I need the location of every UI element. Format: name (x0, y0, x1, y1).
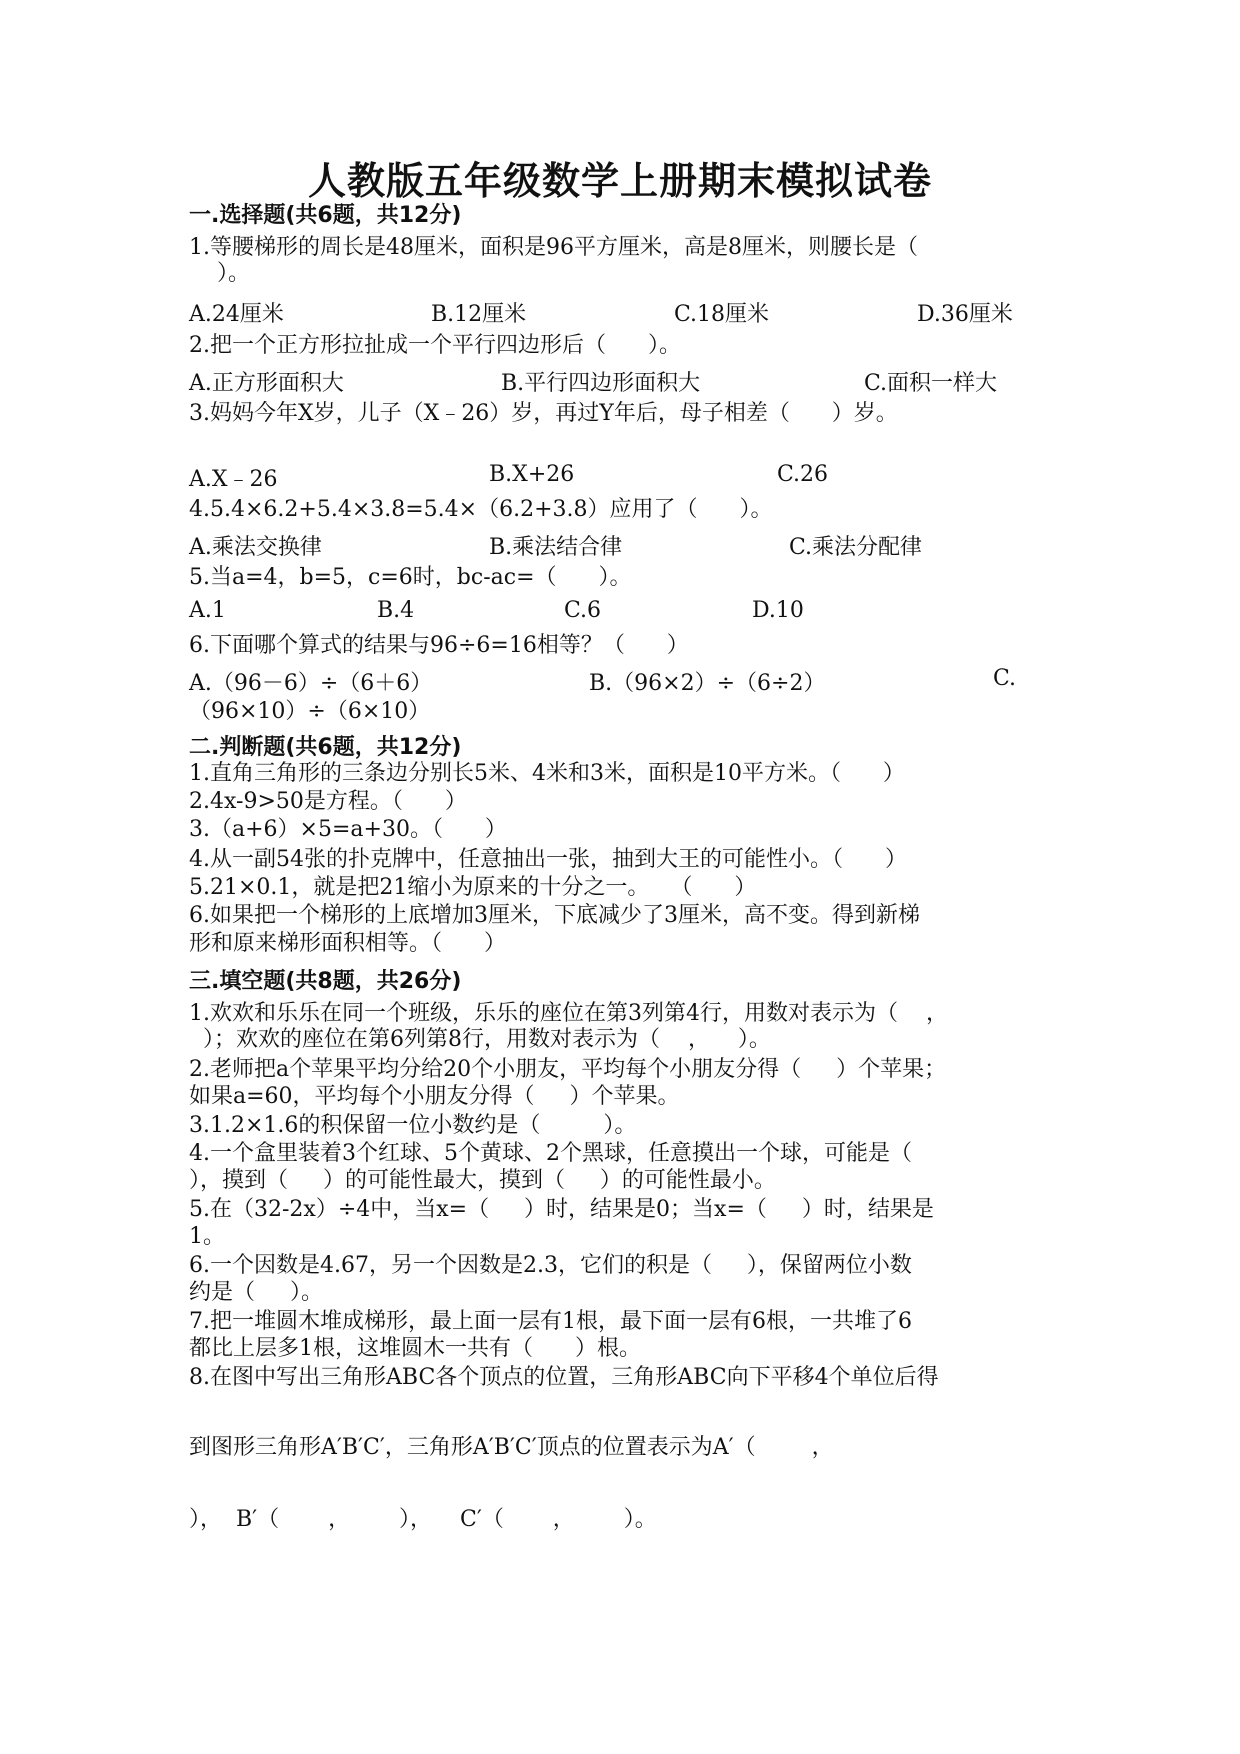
question-text: 1。 (189, 1224, 225, 1249)
option-a: A.正方形面积大 (189, 371, 344, 396)
section-heading-judge: 二.判断题(共6题，共12分) (189, 735, 462, 760)
section-heading-fill: 三.填空题(共8题，共26分) (189, 969, 462, 994)
question-text: 到图形三角形A′B′C′，三角形A′B′C′顶点的位置表示为A′（ ， (189, 1435, 834, 1460)
question-text: 8.在图中写出三角形ABC各个顶点的位置，三角形ABC向下平移4个单位后得 (189, 1365, 939, 1390)
question-text: 3.（a+6）×5=a+30。（ ） (189, 817, 507, 842)
question-text: 3.1.2×1.6的积保留一位小数约是（ ）。 (189, 1113, 637, 1138)
option-b: B.X+26 (489, 462, 575, 487)
question-text: ）；欢欢的座位在第6列第8行，用数对表示为（ ， ）。 (189, 1027, 771, 1052)
option-a: A.（96－6）÷（6＋6） (189, 671, 433, 696)
option-c: C.18厘米 (674, 302, 770, 327)
question-text: 4.从一副54张的扑克牌中，任意抽出一张，抽到大王的可能性小。（ ） (189, 847, 907, 872)
page-title: 人教版五年级数学上册期末模拟试卷 (307, 159, 932, 203)
question-text: 4.5.4×6.2+5.4×3.8=5.4×（6.2+3.8）应用了（ ）。 (189, 497, 773, 522)
option-c: C. (993, 666, 1017, 691)
option-c: C.乘法分配律 (789, 535, 923, 560)
question-text: 1.欢欢和乐乐在同一个班级，乐乐的座位在第3列第4行，用数对表示为（ ， (189, 1001, 948, 1026)
question-text: 6.下面哪个算式的结果与96÷6=16相等？（ ） (189, 633, 689, 658)
question-text: 6.一个因数是4.67，另一个因数是2.3，它们的积是（ ），保留两位小数 (189, 1253, 912, 1278)
option-c: C.面积一样大 (864, 371, 998, 396)
question-text: 3.妈妈今年X岁，儿子（X﹣26）岁，再过Y年后，母子相差（ ）岁。 (189, 401, 898, 426)
option-c: C.6 (564, 598, 602, 623)
question-text: 1.直角三角形的三条边分别长5米、4米和3米，面积是10平方米。（ ） (189, 761, 905, 786)
question-text: ）， B′（ ， ）， C′（ ， ）。 (189, 1507, 657, 1532)
question-text: ）。 (189, 261, 250, 286)
question-text: 7.把一堆圆木堆成梯形，最上面一层有1根，最下面一层有6根，一共堆了6 (189, 1309, 912, 1334)
option-d: D.36厘米 (917, 302, 1013, 327)
question-text: 1.等腰梯形的周长是48厘米，面积是96平方厘米，高是8厘米，则腰长是（ (189, 235, 918, 260)
question-text: 形和原来梯形面积相等。（ ） (189, 931, 506, 956)
question-text: 5.21×0.1，就是把21缩小为原来的十分之一。 （ ） (189, 875, 757, 900)
option-d: D.10 (752, 598, 804, 623)
question-text: 2.4x-9>50是方程。（ ） (189, 789, 467, 814)
option-a: A.1 (189, 598, 226, 623)
option-b: B.4 (377, 598, 415, 623)
option-a: A.24厘米 (189, 302, 284, 327)
question-text: 5.在（32-2x）÷4中，当x=（ ）时，结果是0；当x=（ ）时，结果是 (189, 1197, 934, 1222)
option-c-expression: （96×10）÷（6×10） (189, 699, 431, 724)
option-b: B.12厘米 (431, 302, 527, 327)
option-c: C.26 (777, 462, 829, 487)
question-text: 2.老师把a个苹果平均分给20个小朋友，平均每个小朋友分得（ ）个苹果； (189, 1057, 947, 1082)
option-b: B.乘法结合律 (489, 535, 623, 560)
option-a: A.X﹣26 (189, 467, 278, 492)
question-text: 2.把一个正方形拉扯成一个平行四边形后（ ）。 (189, 333, 681, 358)
question-text: 都比上层多1根，这堆圆木一共有（ ）根。 (189, 1336, 641, 1361)
option-b: B.（96×2）÷（6÷2） (589, 671, 826, 696)
question-text: 5.当a=4，b=5，c=6时，bc-ac=（ ）。 (189, 565, 632, 590)
question-text: 如果a=60，平均每个小朋友分得（ ）个苹果。 (189, 1084, 680, 1109)
question-text: 约是（ ）。 (189, 1280, 323, 1305)
option-b: B.平行四边形面积大 (501, 371, 701, 396)
section-heading-choice: 一.选择题(共6题，共12分) (189, 203, 462, 228)
question-text: 4.一个盒里装着3个红球、5个黄球、2个黑球，任意摸出一个球，可能是（ (189, 1141, 912, 1166)
question-text: 6.如果把一个梯形的上底增加3厘米，下底减少了3厘米，高不变。得到新梯 (189, 903, 920, 928)
option-a: A.乘法交换律 (189, 535, 322, 560)
question-text: ），摸到（ ）的可能性最大，摸到（ ）的可能性最小。 (189, 1168, 776, 1193)
